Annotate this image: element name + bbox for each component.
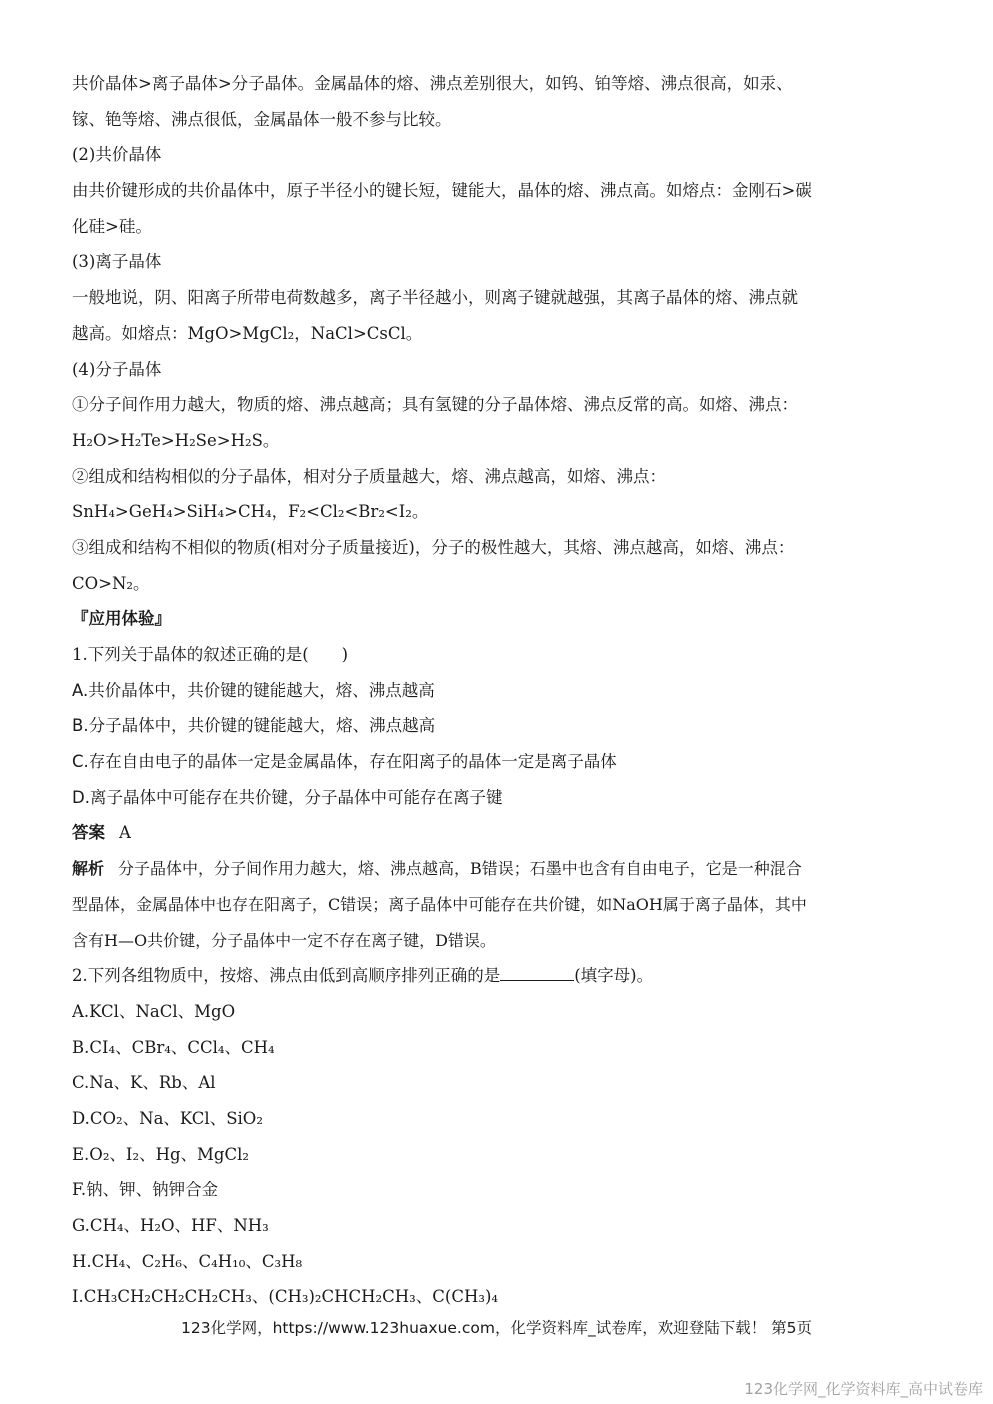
analysis-text: 型晶体，金属晶体中也存在阳离子，C错误；离子晶体中可能存在共价键，如NaOH属于离子晶体，其中 [72,894,807,914]
subheading-ionic-crystal: (3)离子晶体 [72,252,162,272]
question-2-option-h: H.CH₄、C₂H₆、C₄H₁₀、C₃H₈ [72,1251,303,1271]
text-line: 共价晶体>离子晶体>分子晶体。金属晶体的熔、沸点差别很大，如钨、铂等熔、沸点很高，如汞、 [72,74,793,93]
question-1-option-d: D.离子晶体中可能存在共价键，分子晶体中可能存在离子键 [72,787,503,807]
subheading-covalent-crystal: (2)共价晶体 [72,145,162,165]
text-line: 越高。如熔点：MgO>MgCl₂，NaCl>CsCl。 [72,323,423,343]
question-1-option-a: A.共价晶体中，共价键的键能越大，熔、沸点越高 [72,680,435,700]
question-2-stem [72,958,922,994]
analysis-text: 含有H—O共价键，分子晶体中一定不存在离子键，D错误。 [72,930,496,950]
question-2-option-a: A.KCl、NaCl、MgO [72,1001,236,1021]
question-2-option-e: E.O₂、I₂、Hg、MgCl₂ [72,1144,249,1164]
page-content [72,66,922,1315]
text-line: ③组成和结构不相似的物质(相对分子质量接近)，分子的极性越大，其熔、沸点越高，如熔、沸点： [72,537,795,557]
analysis-text: 分子晶体中，分子间作用力越大，熔、沸点越高，B错误；石墨中也含有自由电子，它是一种混合 [118,859,802,879]
question-2-option-c: C.Na、K、Rb、Al [72,1073,216,1093]
question-2-option-g: G.CH₄、H₂O、HF、NH₃ [72,1216,269,1235]
page-footer: 123化学网，https://www.123huaxue.com，化学资料库_试卷库，欢迎登陆下载！ 第5页 [180,1319,812,1337]
text-line: CO>N₂。 [72,573,150,593]
answer-value: A [119,823,131,843]
question-1-analysis [72,851,922,887]
question-2-option-b: B.CI₄、CBr₄、CCl₄、CH₄ [72,1037,275,1057]
text-line: 由共价键形成的共价晶体中，原子半径小的键长短，键能大，晶体的熔、沸点高。如熔点：金刚石>碳 [72,181,812,201]
question-1-option-b: B.分子晶体中，共价键的键能越大，熔、沸点越高 [72,716,436,736]
text-line: 一般地说，阴、阳离子所带电荷数越多，离子半径越小，则离子键就越强，其离子晶体的熔、沸点就 [72,288,798,308]
section-heading: 『应用体验』 [72,609,171,629]
question-2-option-i: I.CH₃CH₂CH₂CH₂CH₃、(CH₃)₂CHCH₂CH₃、C(CH₃)₄ [72,1287,499,1307]
text-line: 镓、铯等熔、沸点很低，金属晶体一般不参与比较。 [72,109,452,129]
question-2-option-d: D.CO₂、Na、KCl、SiO₂ [72,1108,263,1128]
answer-blank [500,979,574,981]
question-1-option-c: C.存在自由电子的晶体一定是金属晶体，存在阳离子的晶体一定是离子晶体 [72,752,617,772]
text-line: ①分子间作用力越大，物质的熔、沸点越高；具有氢键的分子晶体熔、沸点反常的高。如熔、沸点： [72,395,798,415]
question-2-stem-text: 2.下列各组物质中，按熔、沸点由低到高顺序排列正确的是 [72,966,501,986]
answer-label: 答案 [72,823,105,843]
text-line: SnH₄>GeH₄>SiH₄>CH₄，F₂<Cl₂<Br₂<I₂。 [72,502,429,522]
subheading-molecular-crystal: (4)分子晶体 [72,359,162,379]
text-line: 化硅>硅。 [72,216,152,236]
watermark-text: 123化学网_化学资料库_高中试卷库 [744,1380,983,1398]
analysis-label: 解析 [72,859,105,879]
text-line: H₂O>H₂Te>H₂Se>H₂S。 [72,430,280,450]
text-line: ②组成和结构相似的分子晶体，相对分子质量越大，熔、沸点越高，如熔、沸点： [72,466,666,486]
question-1-stem: 1.下列关于晶体的叙述正确的是( ) [72,645,349,664]
question-2-option-f: F.钠、钾、钠钾合金 [72,1180,219,1200]
question-1-answer [72,815,922,851]
question-2-stem-suffix: (填字母)。 [574,966,654,986]
